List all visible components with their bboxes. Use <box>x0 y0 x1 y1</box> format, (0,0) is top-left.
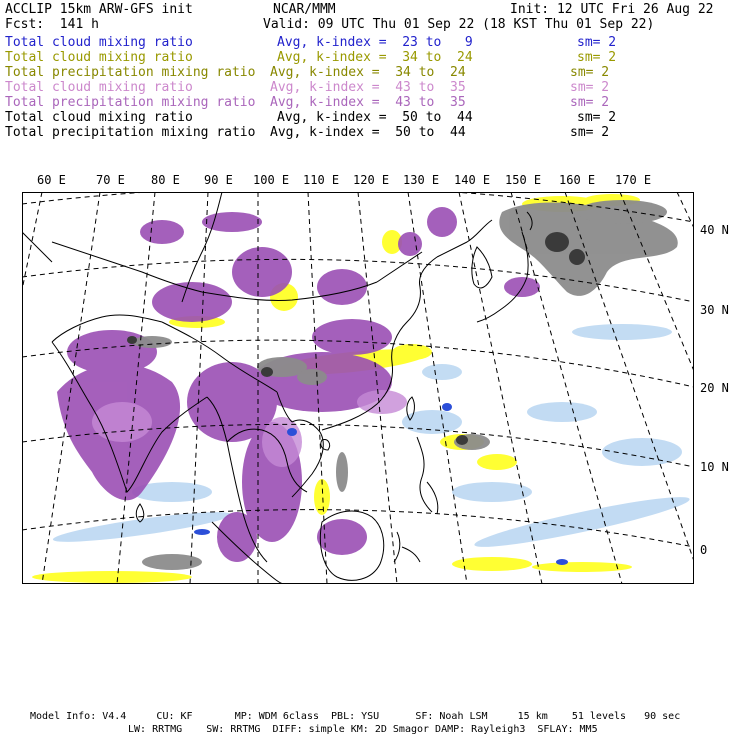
lon-label: 120 E <box>353 173 390 187</box>
lon-label: 140 E <box>454 173 491 187</box>
lon-label: 160 E <box>559 173 596 187</box>
lat-label: 30 N <box>700 303 729 317</box>
legend-avg: Avg, k-index = 50 to 44 <box>270 125 466 140</box>
legend-name: Total precipitation mixing ratio <box>5 65 256 80</box>
forecast-map <box>22 192 694 584</box>
legend-name: Total precipitation mixing ratio <box>5 125 256 140</box>
center-label: NCAR/MMM <box>273 2 336 17</box>
init-time: Init: 12 UTC Fri 26 Aug 22 <box>510 2 714 17</box>
legend-sm: sm= 2 <box>577 110 617 125</box>
lon-label: 60 E <box>37 173 66 187</box>
legend-avg: Avg, k-index = 50 to 44 <box>277 110 473 125</box>
lat-label: 20 N <box>700 381 729 395</box>
lon-label: 70 E <box>96 173 125 187</box>
lon-label: 170 E <box>615 173 652 187</box>
legend-sm: sm= 2 <box>577 35 617 50</box>
legend-avg: Avg, k-index = 23 to 9 <box>277 35 473 50</box>
legend-name: Total cloud mixing ratio <box>5 110 193 125</box>
legend-name: Total cloud mixing ratio <box>5 80 193 95</box>
legend-sm: sm= 2 <box>570 65 610 80</box>
legend-avg: Avg, k-index = 43 to 35 <box>270 95 466 110</box>
legend-name: Total cloud mixing ratio <box>5 50 193 65</box>
legend-sm: sm= 2 <box>577 50 617 65</box>
lon-label: 90 E <box>204 173 233 187</box>
lat-label: 10 N <box>700 460 729 474</box>
legend-sm: sm= 2 <box>570 80 610 95</box>
model-info-line2: LW: RRTMG SW: RRTMG DIFF: simple KM: 2D Smagor DAMP: Rayleigh3 SFLAY: MM5 <box>128 724 598 735</box>
legend-avg: Avg, k-index = 34 to 24 <box>277 50 473 65</box>
legend-sm: sm= 2 <box>570 125 610 140</box>
lat-label: 0 <box>700 543 708 557</box>
valid-time: Valid: 09 UTC Thu 01 Sep 22 (18 KST Thu 01 Sep 22) <box>263 17 655 32</box>
lon-label: 110 E <box>303 173 340 187</box>
legend-avg: Avg, k-index = 34 to 24 <box>270 65 466 80</box>
lon-label: 150 E <box>505 173 542 187</box>
lon-label: 80 E <box>151 173 180 187</box>
legend-name: Total precipitation mixing ratio <box>5 95 256 110</box>
legend-avg: Avg, k-index = 43 to 35 <box>270 80 466 95</box>
model-info-line1: Model Info: V4.4 CU: KF MP: WDM 6class PBL: YSU SF: Noah LSM 15 km 51 levels 90 sec <box>30 711 681 722</box>
lat-label: 40 N <box>700 223 729 237</box>
legend-name: Total cloud mixing ratio <box>5 35 193 50</box>
lon-label: 100 E <box>253 173 290 187</box>
legend-sm: sm= 2 <box>570 95 610 110</box>
forecast-hour: Fcst: 141 h <box>5 17 99 32</box>
model-title: ACCLIP 15km ARW-GFS init <box>5 2 193 17</box>
lon-label: 130 E <box>403 173 440 187</box>
